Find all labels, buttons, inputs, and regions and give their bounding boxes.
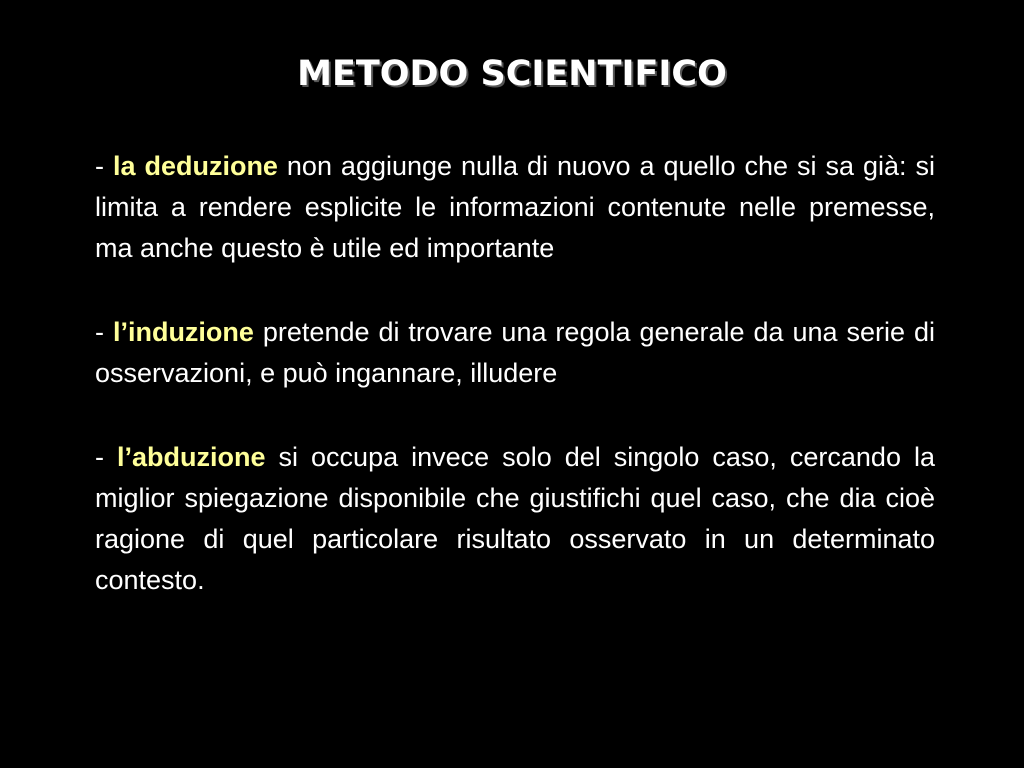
paragraph-abduzione	[95, 437, 935, 601]
slide-body	[95, 146, 935, 601]
paragraph-text: non aggiunge nulla di nuovo a quello che si sa già: si limita a rendere esplicite le informazioni contenute nelle premesse, ma anche questo è utile ed importante	[95, 151, 935, 263]
paragraph-text: pretende di trovare una regola generale da una serie di osservazioni, e può ingannare, illudere	[95, 317, 935, 388]
term-abduzione: l’abduzione	[117, 442, 266, 472]
bullet-dash: -	[95, 442, 118, 472]
bullet-dash: -	[95, 151, 113, 181]
slide-title: METODO SCIENTIFICO	[297, 54, 727, 94]
paragraph-induzione	[95, 312, 935, 394]
paragraph-text: si occupa invece solo del singolo caso, cercando la miglior spiegazione disponibile che giustifichi quel caso, che dia cioè ragione di quel particolare risultato osservato in un determinato contesto.	[95, 442, 935, 595]
bullet-dash: -	[95, 317, 113, 347]
term-induzione: l’induzione	[112, 317, 254, 347]
term-deduzione: la deduzione	[112, 151, 278, 181]
paragraph-deduzione	[95, 146, 935, 269]
